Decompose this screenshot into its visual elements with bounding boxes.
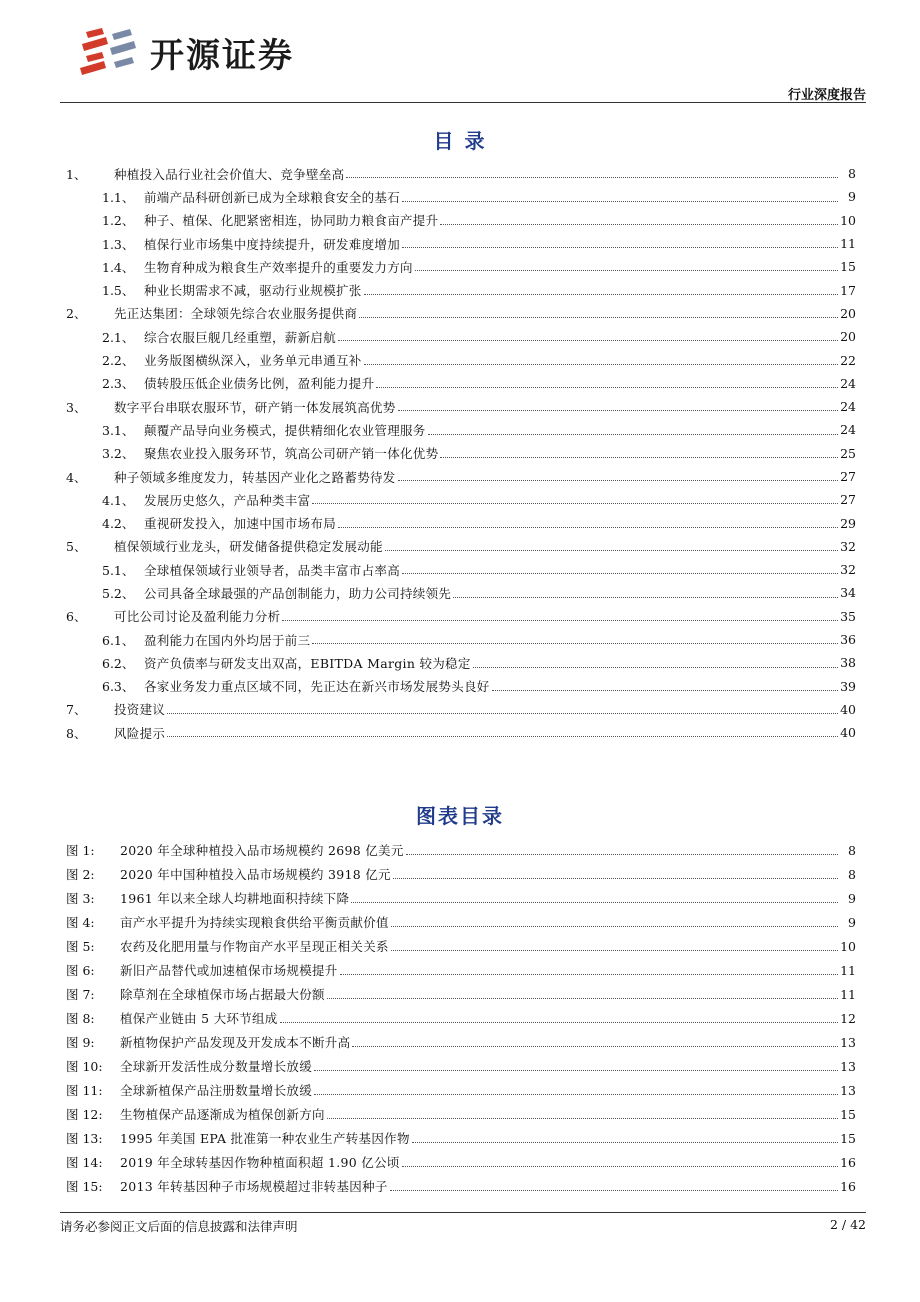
figure-caption: 1961 年以来全球人均耕地面积持续下降 xyxy=(120,891,350,906)
toc-item-number: 3.1、 xyxy=(102,422,135,438)
toc-item-number: 3、 xyxy=(66,399,87,415)
figure-list-item[interactable] xyxy=(66,1102,856,1126)
dot-leader xyxy=(327,1117,838,1119)
dot-leader xyxy=(282,619,838,621)
dot-leader xyxy=(391,925,838,927)
toc-item-number: 8、 xyxy=(66,725,87,741)
toc-item-number: 7、 xyxy=(66,702,87,718)
toc-item-number: 2.1、 xyxy=(102,329,135,345)
dot-leader xyxy=(376,386,838,388)
toc-page-number: 20 xyxy=(840,329,856,345)
toc-item-title: 种子领域多维度发力，转基因产业化之路蓄势待发 xyxy=(114,469,396,485)
figure-list-item[interactable] xyxy=(66,1030,856,1054)
toc-item[interactable] xyxy=(66,465,856,488)
figure-page-number: 8 xyxy=(848,866,856,882)
toc-page-number: 38 xyxy=(840,655,856,671)
toc-item-title: 生物育种成为粮食生产效率提升的重要发力方向 xyxy=(144,259,413,275)
figure-list-item[interactable] xyxy=(66,1174,856,1198)
dot-leader xyxy=(385,549,838,551)
figure-page-number: 9 xyxy=(848,914,856,930)
dot-leader xyxy=(415,269,838,271)
toc-page-number: 36 xyxy=(840,632,856,648)
toc-item-number: 6.3、 xyxy=(102,679,135,695)
toc-item-number: 4、 xyxy=(66,469,87,485)
toc-item-title: 数字平台串联农服环节，研产销一体发展筑高优势 xyxy=(114,399,396,415)
figure-caption: 除草剂在全球植保市场占据最大份额 xyxy=(120,987,325,1002)
toc-page-number: 35 xyxy=(840,608,856,624)
figure-list-item[interactable] xyxy=(66,934,856,958)
dot-leader xyxy=(398,409,838,411)
report-type-label: 行业深度报告 xyxy=(787,88,866,103)
figure-caption: 农药及化肥用量与作物亩产水平呈现正相关关系 xyxy=(120,939,389,954)
toc-item[interactable] xyxy=(66,488,856,511)
table-of-contents xyxy=(66,162,856,744)
toc-item-title: 各家业务发力重点区域不同，先正达在新兴市场发展势头良好 xyxy=(144,679,490,695)
figure-page-number: 13 xyxy=(840,1082,856,1098)
toc-item-number: 1.5、 xyxy=(102,283,135,299)
figure-number: 图 10: xyxy=(66,1059,103,1074)
toc-item-number: 1.3、 xyxy=(102,236,135,252)
toc-item-number: 5.1、 xyxy=(102,562,135,578)
dot-leader xyxy=(398,479,838,481)
company-name: 开源证券 xyxy=(150,35,294,76)
figure-page-number: 11 xyxy=(840,962,856,978)
figures-title: 图表目录 xyxy=(416,804,504,828)
figure-list-item[interactable] xyxy=(66,910,856,934)
dot-leader xyxy=(440,456,838,458)
figure-number: 图 1: xyxy=(66,843,95,858)
toc-item[interactable] xyxy=(66,721,856,744)
toc-page-number: 9 xyxy=(848,189,856,205)
toc-item[interactable] xyxy=(66,302,856,325)
figure-caption: 全球新植保产品注册数量增长放缓 xyxy=(120,1083,313,1098)
dot-leader xyxy=(312,502,838,504)
toc-item-number: 5.2、 xyxy=(102,585,135,601)
toc-item-number: 1.1、 xyxy=(102,189,135,205)
company-logo xyxy=(76,26,294,78)
figure-caption: 新旧产品替代或加速植保市场规模提升 xyxy=(120,963,338,978)
toc-page-number: 20 xyxy=(840,305,856,321)
figure-list-item[interactable] xyxy=(66,1078,856,1102)
figure-page-number: 13 xyxy=(840,1034,856,1050)
footer-divider xyxy=(60,1212,866,1213)
figure-page-number: 15 xyxy=(840,1106,856,1122)
dot-leader xyxy=(402,200,838,202)
toc-item-number: 5、 xyxy=(66,539,87,555)
figure-list-item[interactable] xyxy=(66,982,856,1006)
dot-leader xyxy=(167,712,838,714)
figure-page-number: 10 xyxy=(840,938,856,954)
toc-item-number: 6、 xyxy=(66,609,87,625)
figure-list-item[interactable] xyxy=(66,1006,856,1030)
figure-list-item[interactable] xyxy=(66,862,856,886)
toc-page-number: 40 xyxy=(840,701,856,717)
dot-leader xyxy=(393,877,838,879)
dot-leader xyxy=(167,735,838,737)
figure-page-number: 15 xyxy=(840,1130,856,1146)
footer-disclaimer: 请务必参阅正文后面的信息披露和法律声明 xyxy=(60,1219,298,1234)
figure-page-number: 16 xyxy=(840,1178,856,1194)
dot-leader xyxy=(412,1141,838,1143)
figure-page-number: 13 xyxy=(840,1058,856,1074)
dot-leader xyxy=(352,1045,838,1047)
toc-item-number: 2、 xyxy=(66,306,87,322)
figure-caption: 2013 年转基因种子市场规模超过非转基因种子 xyxy=(120,1179,388,1194)
toc-item-title: 先正达集团：全球领先综合农业服务提供商 xyxy=(114,306,358,322)
figure-number: 图 15: xyxy=(66,1179,103,1194)
toc-item-title: 投资建议 xyxy=(114,702,166,718)
toc-page-number: 32 xyxy=(840,562,856,578)
page-header xyxy=(60,18,866,104)
figure-list-item[interactable] xyxy=(66,838,856,862)
toc-page-number: 17 xyxy=(840,282,856,298)
toc-item[interactable] xyxy=(66,325,856,348)
toc-item[interactable] xyxy=(66,698,856,721)
dot-leader xyxy=(314,1069,838,1071)
toc-item[interactable] xyxy=(66,255,856,278)
toc-item[interactable] xyxy=(66,418,856,441)
toc-item[interactable] xyxy=(66,395,856,418)
dot-leader xyxy=(327,997,838,999)
toc-item-number: 1、 xyxy=(66,166,87,182)
toc-item-title: 发展历史悠久，产品种类丰富 xyxy=(144,492,311,508)
toc-title: 目 录 xyxy=(433,129,487,153)
toc-item[interactable] xyxy=(66,348,856,371)
toc-item-title: 债转股压低企业债务比例，盈利能力提升 xyxy=(144,376,375,392)
toc-item-number: 6.1、 xyxy=(102,632,135,648)
figure-page-number: 11 xyxy=(840,986,856,1002)
toc-item-title: 全球植保领域行业领导者，品类丰富市占率高 xyxy=(144,562,401,578)
figure-caption: 2019 年全球转基因作物种植面积超 1.90 亿公顷 xyxy=(120,1155,400,1170)
toc-page-number: 27 xyxy=(840,492,856,508)
toc-item[interactable] xyxy=(66,628,856,651)
dot-leader xyxy=(280,1021,838,1023)
figure-list-item[interactable] xyxy=(66,1150,856,1174)
toc-item-number: 1.2、 xyxy=(102,213,135,229)
toc-item[interactable] xyxy=(66,605,856,628)
figure-number: 图 12: xyxy=(66,1107,103,1122)
toc-item-title: 颠覆产品导向业务模式，提供精细化农业管理服务 xyxy=(144,422,426,438)
figure-number: 图 13: xyxy=(66,1131,103,1146)
dot-leader xyxy=(440,223,838,225)
toc-page-number: 10 xyxy=(840,212,856,228)
toc-item[interactable] xyxy=(66,209,856,232)
toc-item-title: 聚焦农业投入服务环节，筑高公司研产销一体化优势 xyxy=(144,446,439,462)
header-divider xyxy=(60,102,866,103)
toc-item-number: 4.1、 xyxy=(102,492,135,508)
toc-item[interactable] xyxy=(66,675,856,698)
toc-item-title: 盈利能力在国内外均居于前三 xyxy=(144,632,311,648)
dot-leader xyxy=(340,973,838,975)
figure-caption: 1995 年美国 EPA 批准第一种农业生产转基因作物 xyxy=(120,1131,410,1146)
dot-leader xyxy=(338,339,838,341)
figure-number: 图 11: xyxy=(66,1083,103,1098)
figure-number: 图 9: xyxy=(66,1035,95,1050)
dot-leader xyxy=(402,246,838,248)
toc-item-number: 3.2、 xyxy=(102,446,135,462)
toc-item-title: 业务版图横纵深入，业务单元串通互补 xyxy=(144,353,362,369)
toc-item-title: 前端产品科研创新已成为全球粮食安全的基石 xyxy=(144,189,401,205)
figure-number: 图 3: xyxy=(66,891,95,906)
toc-item-title: 风险提示 xyxy=(114,725,166,741)
figure-number: 图 7: xyxy=(66,987,95,1002)
figure-number: 图 14: xyxy=(66,1155,103,1170)
dot-leader xyxy=(364,293,838,295)
toc-page-number: 29 xyxy=(840,515,856,531)
figure-caption: 2020 年中国种植投入品市场规模约 3918 亿元 xyxy=(120,867,391,882)
toc-item-title: 种子、植保、化肥紧密相连，协同助力粮食亩产提升 xyxy=(144,213,439,229)
dot-leader xyxy=(402,1165,838,1167)
figure-list-item[interactable] xyxy=(66,1054,856,1078)
figure-caption: 亩产水平提升为持续实现粮食供给平衡贡献价值 xyxy=(120,915,389,930)
figure-number: 图 5: xyxy=(66,939,95,954)
toc-item-number: 1.4、 xyxy=(102,259,135,275)
figure-list xyxy=(66,838,856,1198)
dot-leader xyxy=(338,526,838,528)
figure-caption: 2020 年全球种植投入品市场规模约 2698 亿美元 xyxy=(120,843,404,858)
figure-caption: 植保产业链由 5 大环节组成 xyxy=(120,1011,278,1026)
toc-item-title: 资产负债率与研发支出双高，EBITDA Margin 较为稳定 xyxy=(144,655,471,671)
figure-page-number: 12 xyxy=(840,1010,856,1026)
toc-page-number: 32 xyxy=(840,538,856,554)
figure-caption: 生物植保产品逐渐成为植保创新方向 xyxy=(120,1107,325,1122)
figure-number: 图 8: xyxy=(66,1011,95,1026)
toc-item-title: 综合农服巨舰几经重塑，薪新启航 xyxy=(144,329,337,345)
toc-item[interactable] xyxy=(66,581,856,604)
dot-leader xyxy=(402,572,838,574)
toc-page-number: 24 xyxy=(840,399,856,415)
toc-page-number: 24 xyxy=(840,375,856,391)
figure-caption: 新植物保护产品发现及开发成本不断升高 xyxy=(120,1035,351,1050)
toc-item-number: 2.3、 xyxy=(102,376,135,392)
toc-item-title: 可比公司讨论及盈利能力分析 xyxy=(114,609,281,625)
figure-number: 图 2: xyxy=(66,867,95,882)
toc-item-title: 种业长期需求不减，驱动行业规模扩张 xyxy=(144,283,362,299)
toc-item[interactable] xyxy=(66,558,856,581)
toc-page-number: 8 xyxy=(848,166,856,182)
toc-page-number: 27 xyxy=(840,469,856,484)
toc-item-title: 种植投入品行业社会价值大、竞争壁垒高 xyxy=(114,166,345,182)
toc-item-title: 公司具备全球最强的产品创制能力，助力公司持续领先 xyxy=(144,585,452,601)
figure-page-number: 8 xyxy=(848,842,856,858)
toc-item-number: 2.2、 xyxy=(102,353,135,369)
toc-page-number: 25 xyxy=(840,445,856,461)
toc-page-number: 34 xyxy=(840,585,856,601)
toc-page-number: 15 xyxy=(840,259,856,275)
dot-leader xyxy=(473,666,838,668)
figure-list-item[interactable] xyxy=(66,886,856,910)
toc-item[interactable] xyxy=(66,185,856,208)
dot-leader xyxy=(359,316,838,318)
dot-leader xyxy=(312,642,838,644)
dot-leader xyxy=(428,433,838,435)
toc-item-title: 植保行业市场集中度持续提升，研发难度增加 xyxy=(144,236,401,252)
figure-number: 图 4: xyxy=(66,915,95,930)
dot-leader xyxy=(406,853,838,855)
toc-item[interactable] xyxy=(66,651,856,674)
page-indicator: 2 / 42 xyxy=(829,1217,866,1232)
toc-page-number: 22 xyxy=(840,352,856,368)
figure-list-item[interactable] xyxy=(66,1126,856,1150)
toc-item[interactable] xyxy=(66,535,856,558)
toc-item[interactable] xyxy=(66,232,856,255)
dot-leader xyxy=(453,596,838,598)
toc-item-title: 植保领域行业龙头，研发储备提供稳定发展动能 xyxy=(114,539,383,555)
figure-page-number: 9 xyxy=(848,890,856,906)
dot-leader xyxy=(351,901,838,903)
toc-item-title: 重视研发投入，加速中国市场布局 xyxy=(144,516,337,532)
figure-number: 图 6: xyxy=(66,963,95,978)
toc-item-number: 6.2、 xyxy=(102,655,135,671)
dot-leader xyxy=(391,949,838,951)
figure-page-number: 16 xyxy=(840,1154,856,1170)
dot-leader xyxy=(492,689,838,691)
toc-page-number: 40 xyxy=(840,725,856,741)
toc-item[interactable] xyxy=(66,278,856,301)
dot-leader xyxy=(346,176,838,178)
dot-leader xyxy=(314,1093,838,1095)
toc-item[interactable] xyxy=(66,372,856,395)
logo-mark-icon xyxy=(76,26,148,78)
toc-page-number: 39 xyxy=(840,678,856,694)
dot-leader xyxy=(390,1189,838,1191)
toc-item[interactable] xyxy=(66,162,856,185)
toc-item[interactable] xyxy=(66,511,856,534)
dot-leader xyxy=(364,363,838,365)
toc-item[interactable] xyxy=(66,442,856,465)
toc-page-number: 11 xyxy=(840,236,856,252)
toc-item-number: 4.2、 xyxy=(102,516,135,532)
figure-list-item[interactable] xyxy=(66,958,856,982)
figure-caption: 全球新开发活性成分数量增长放缓 xyxy=(120,1059,313,1074)
toc-page-number: 24 xyxy=(840,422,856,438)
